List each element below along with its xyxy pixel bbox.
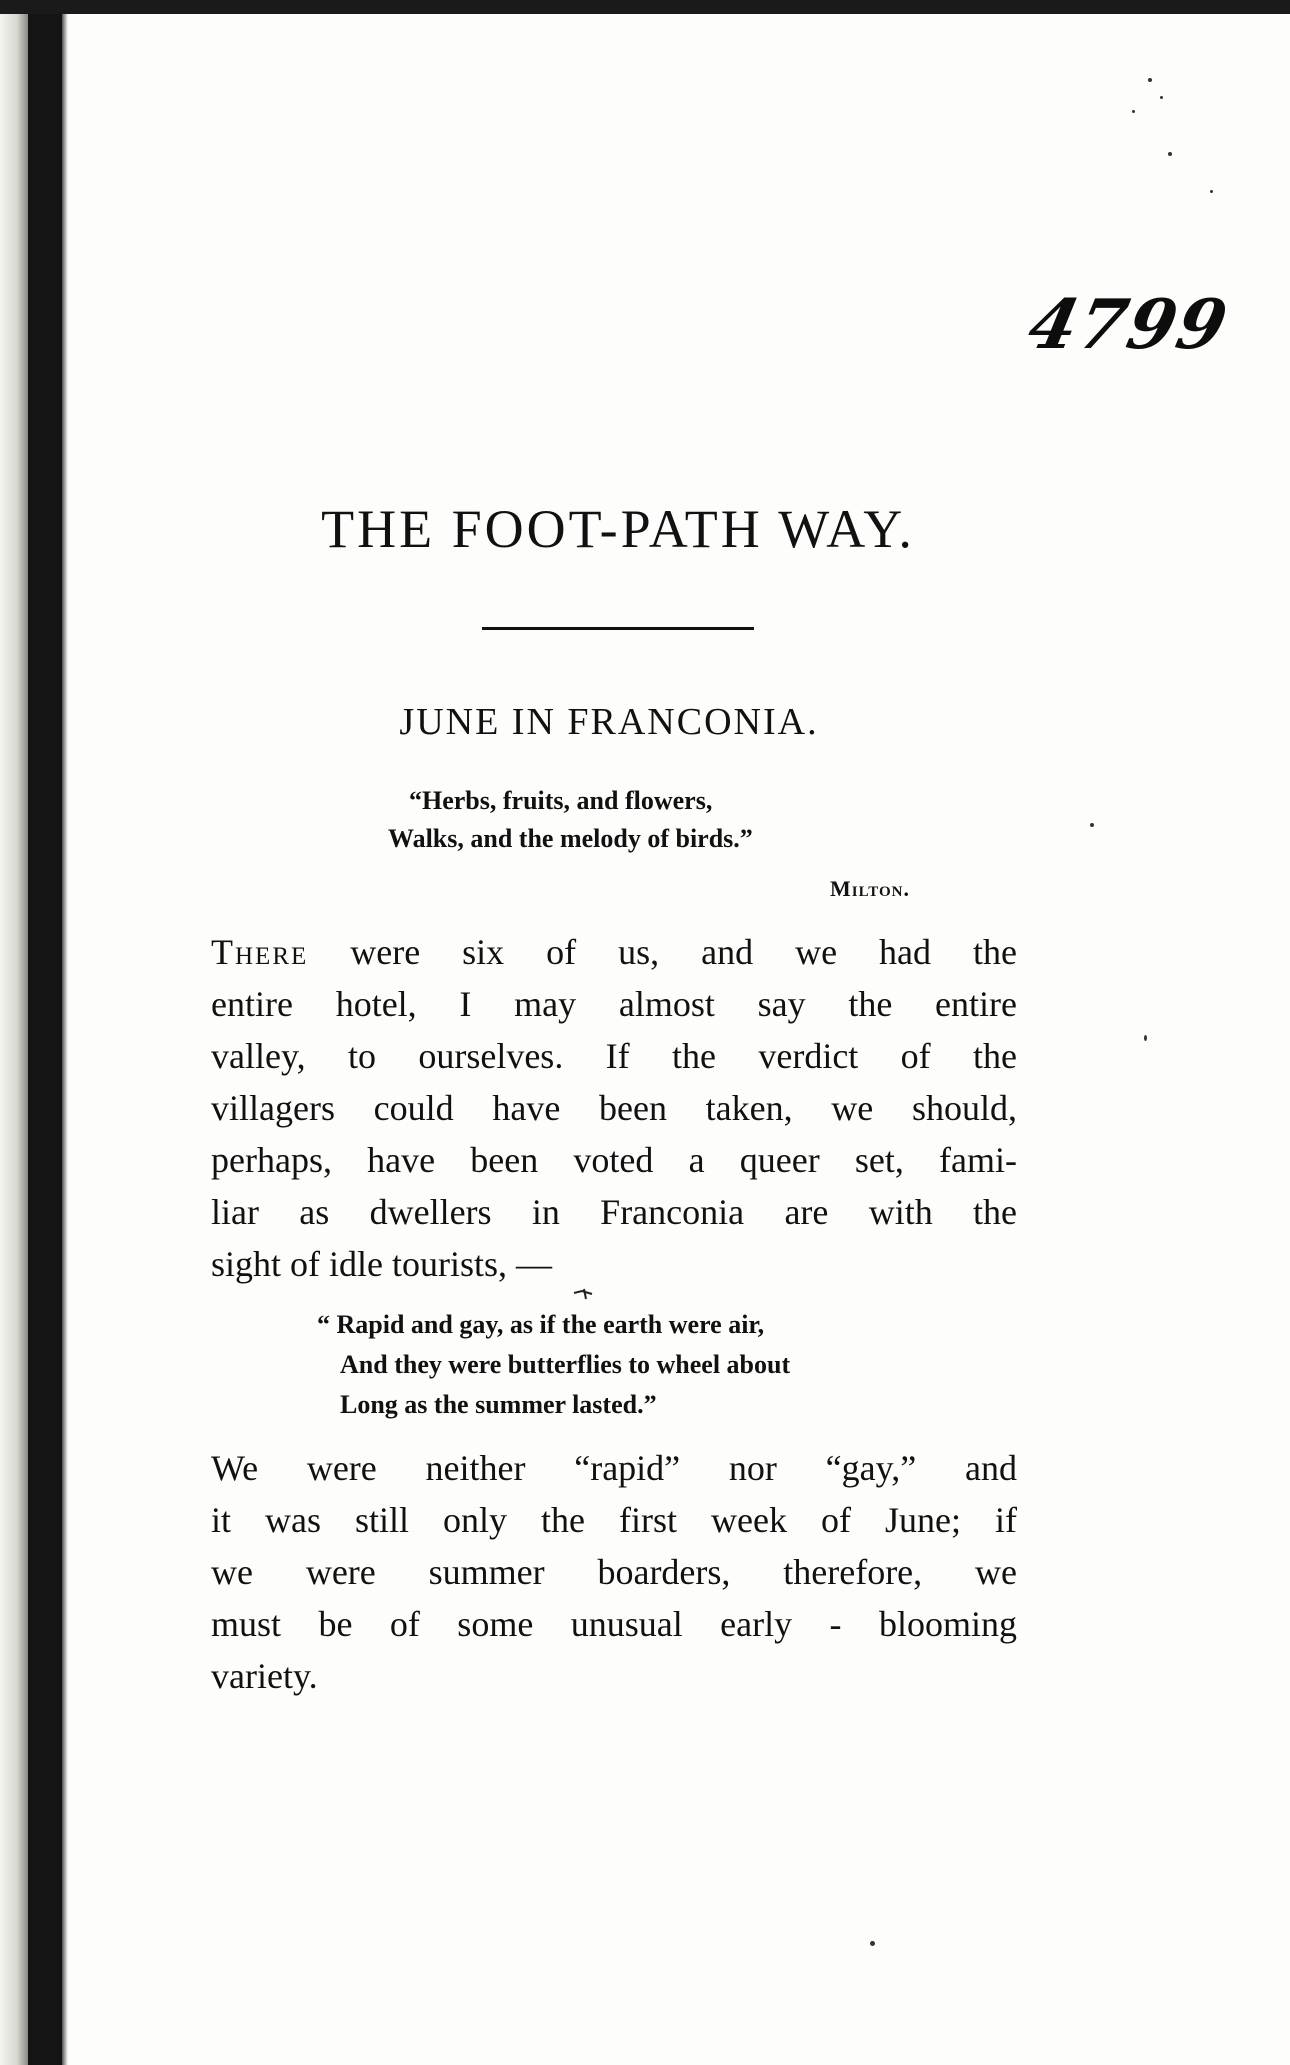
paragraph-line-text: were six of us, and we had the: [308, 932, 1017, 972]
verse-line: “ Rapid and gay, as if the earth were air,: [317, 1310, 765, 1339]
paragraph-line: [211, 1238, 1017, 1290]
scan-speck: [1210, 190, 1213, 193]
binding-gradient: [62, 0, 68, 2065]
book-title: THE FOOT-PATH WAY.: [321, 499, 915, 559]
paragraph-line: [211, 926, 1017, 978]
paragraph-line-text: sight of idle tourists, —: [211, 1244, 552, 1284]
scan-speck: [1144, 1035, 1147, 1041]
scan-speck: [1160, 96, 1163, 99]
scan-speck: [1148, 78, 1152, 82]
paragraph-2: [211, 1442, 1017, 1702]
paragraph-line: We were neither “rapid” nor “gay,” and: [211, 1448, 1017, 1488]
epigraph-line: Walks, and the melody of birds.”: [388, 824, 753, 853]
paragraph-1: [211, 926, 1017, 1290]
scan-speck: [870, 1941, 875, 1946]
paragraph-line: liar as dwellers in Franconia are with the: [211, 1192, 1017, 1232]
paragraph-line: villagers could have been taken, we should,: [211, 1088, 1017, 1128]
verse-line: Long as the summer lasted.”: [340, 1390, 657, 1419]
paragraph-lead-word: There: [211, 932, 309, 972]
scan-speck: [1132, 110, 1135, 113]
chapter-title: JUNE IN FRANCONIA.: [399, 701, 819, 743]
paragraph-line: perhaps, have been voted a queer set, fami-: [211, 1140, 1017, 1180]
epigraph-line: “Herbs, fruits, and flowers,: [409, 786, 713, 815]
binding-edge: [28, 0, 62, 2065]
verse-line: And they were butterflies to wheel about: [340, 1350, 791, 1379]
paragraph-line: it was still only the first week of June; if: [211, 1500, 1017, 1540]
paragraph-line: must be of some unusual early - blooming: [211, 1604, 1017, 1644]
paragraph-line: we were summer boarders, therefore, we: [211, 1552, 1017, 1592]
paragraph-line: valley, to ourselves. If the verdict of the: [211, 1036, 1017, 1076]
paragraph-line: entire hotel, I may almost say the entire: [211, 984, 1017, 1024]
handwritten-catalog-number: 4799: [1021, 285, 1236, 365]
scan-speck: [1090, 823, 1094, 827]
scan-speck: [1168, 152, 1172, 156]
pencil-mark-icon: [572, 1263, 594, 1273]
title-rule-divider: [482, 627, 754, 630]
top-page-edge: [0, 0, 1290, 14]
epigraph-attribution: Milton.: [830, 876, 910, 901]
paragraph-line: variety.: [211, 1656, 318, 1696]
page-edge-shadow: [0, 0, 28, 2065]
